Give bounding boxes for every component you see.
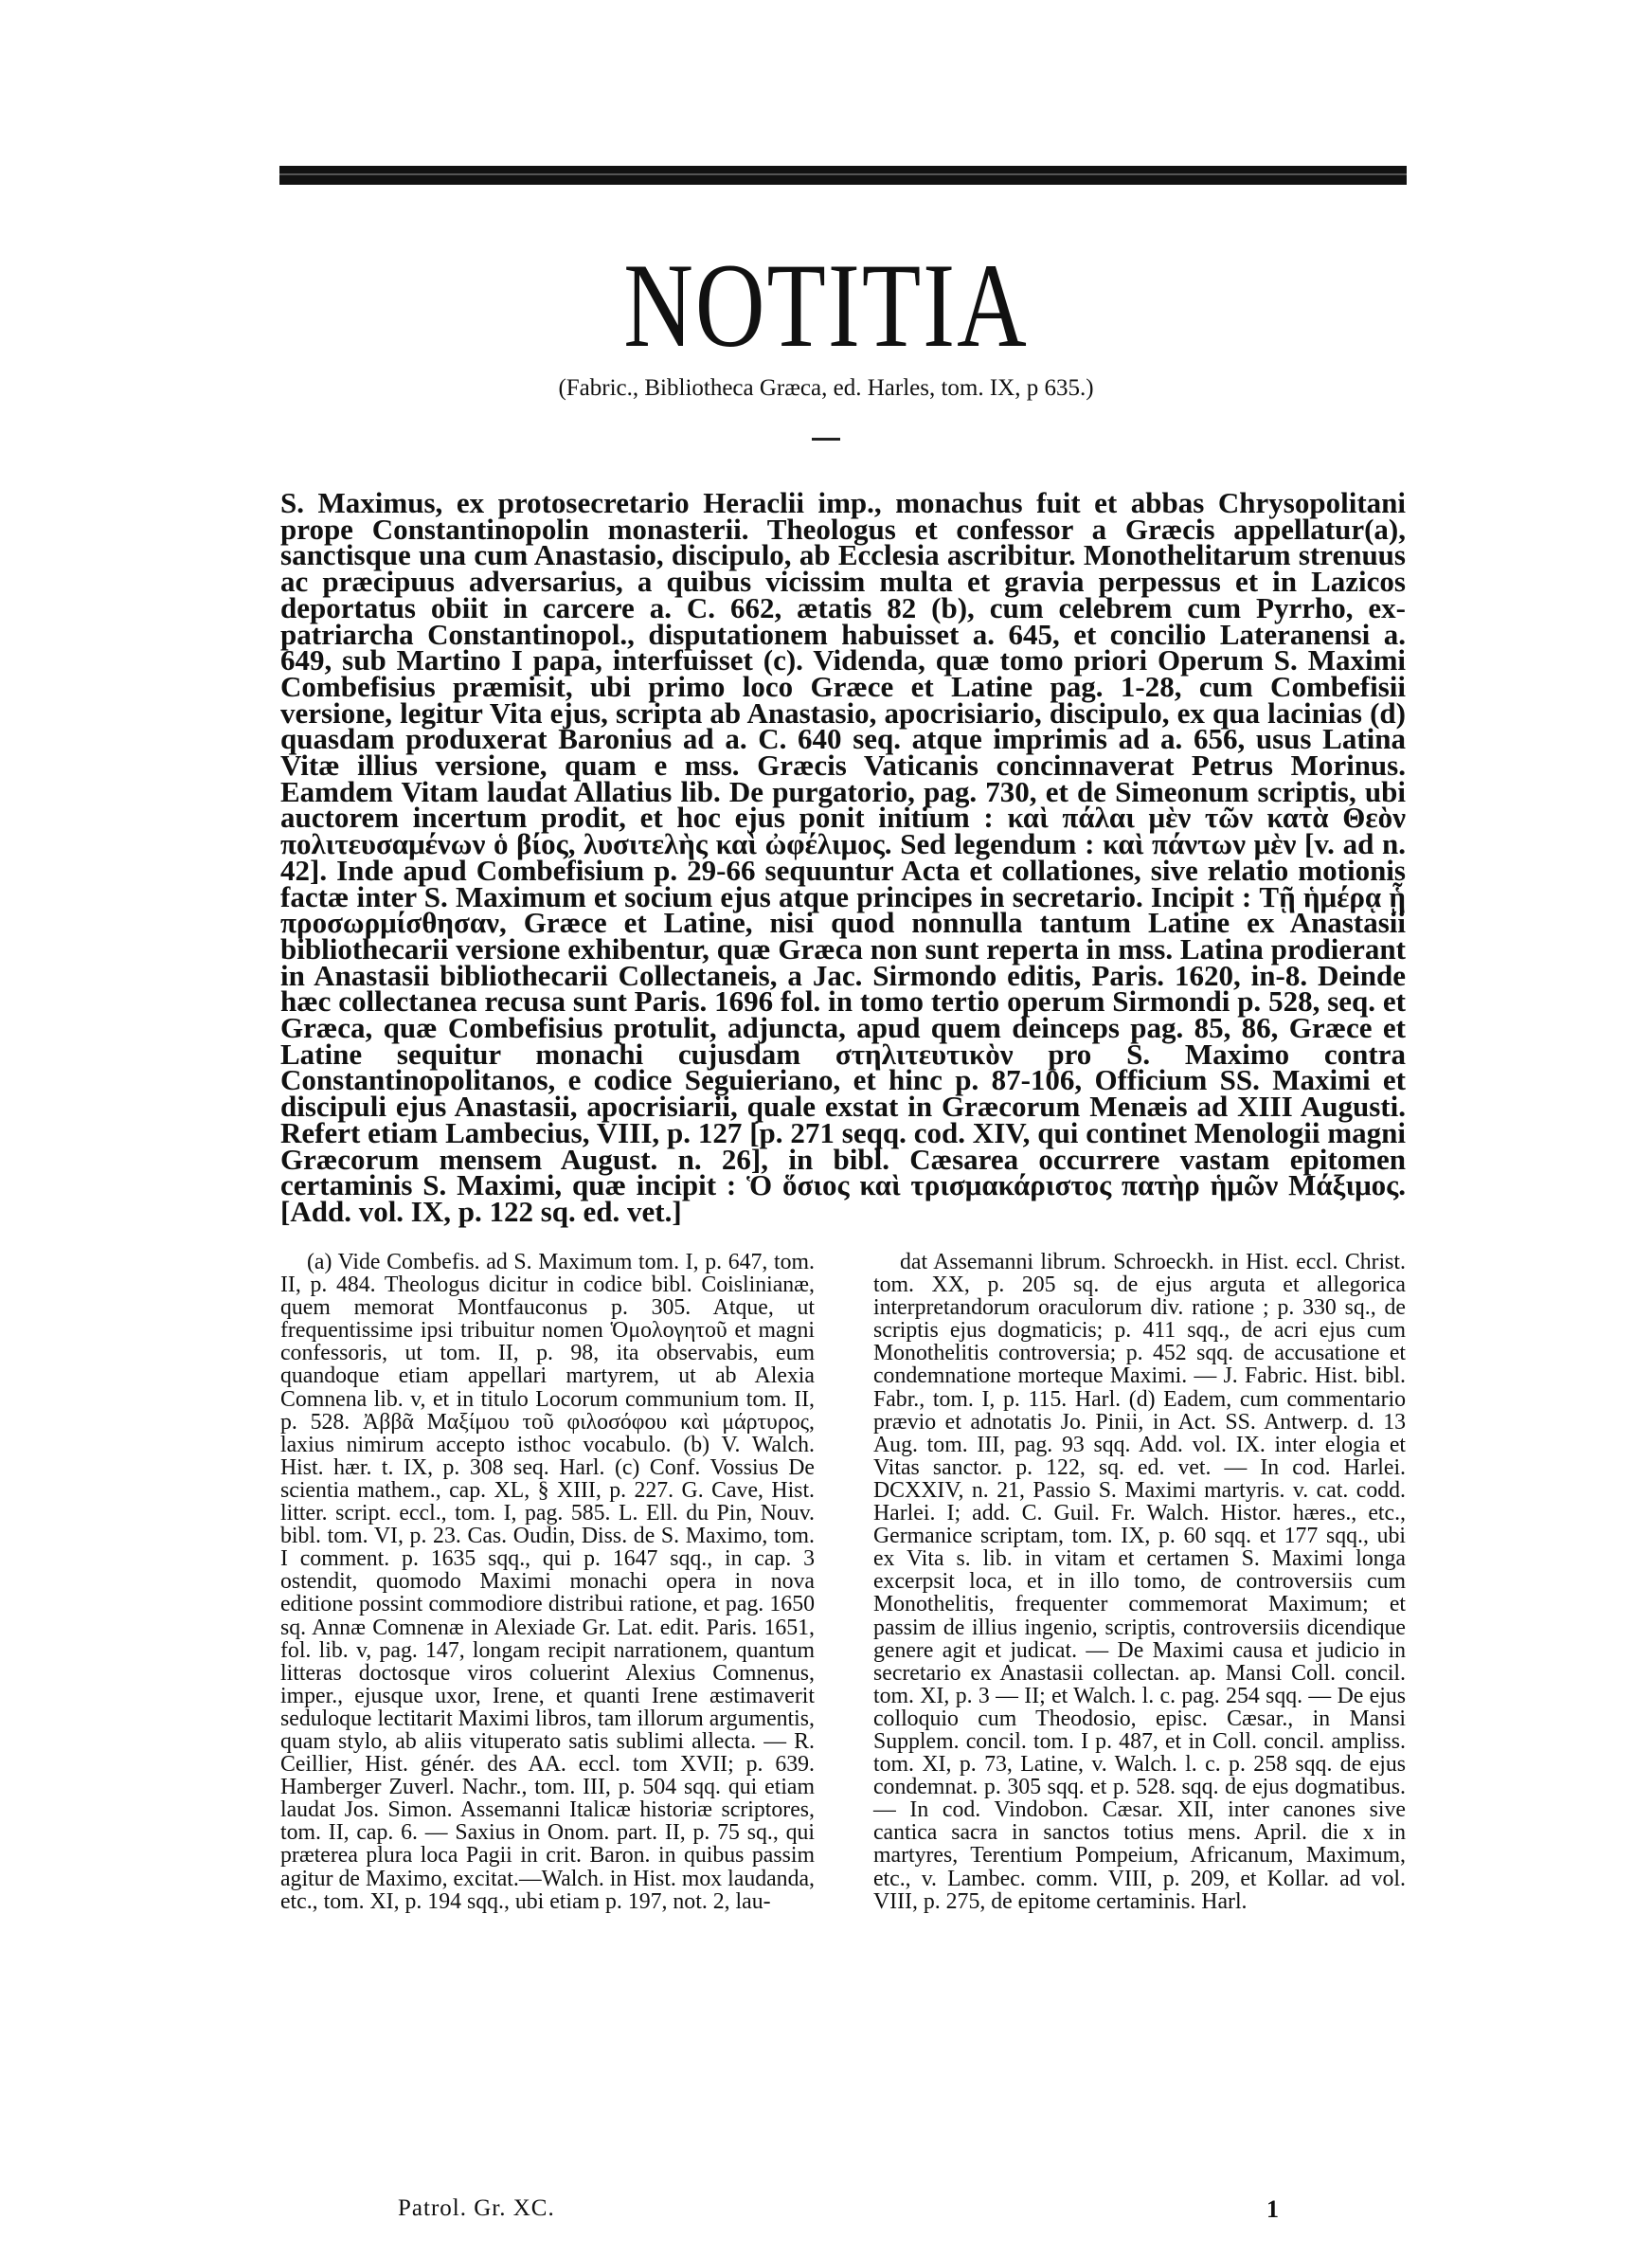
signature-mark: Patrol. Gr. XC.	[398, 2195, 555, 2221]
footnotes-right-column	[873, 1251, 1406, 1913]
page-title: NOTITIA	[623, 239, 1029, 373]
footnotes-right-text: dat Assemanni librum. Schroeckh. in Hist. eccl. Christ. tom. XX, p. 205 sq. de ejus arguta et allegorica interpretandorum oraculorum div. ratione ; p. 330 sq., de scriptis ejus dogmaticis; p. 411 sqq., de acri ejus cum Monothelitis controversia; p. 452 sqq. de accusatione et condemnatione morteque Maximi. — J. Fabric. Hist. bibl. Fabr., tom. I, p. 115. Harl. (d) Eadem, cum commentario prævio et adnotatis Jo. Pinii, in Act. SS. Antwerp. d. 13 Aug. tom. III, pag. 93 sqq. Add. vol. IX. inter elogia et Vitas sanctor. p. 122, sq. ed. vet. — In cod. Harlei. DCXXIV, n. 21, Passio S. Maximi martyris. v. cat. codd. Harlei. I; add. C. Guil. Fr. Walch. Histor. hæres., etc., Germanice scriptam, tom. IX, p. 60 sqq. et 177 sqq., ubi ex Vita s. lib. in vitam et certamen S. Maximi longa excerpsit loca, et in illo tomo, de controversiis cum Monothelitis, frequenter commemorat Maximum; et passim de illius ingenio, scriptis, controversiis dicendique genere agit et judicat. — De Maximi causa et judicio in secretario ex Anastasii collectan. ap. Mansi Coll. concil. tom. XI, p. 3 — II; et Walch. l. c. pag. 254 sqq. — De ejus colloquio cum Theodosio, episc. Cæsar., in Mansi Supplem. concil. tom. I p. 487, et in Coll. concil. ampliss. tom. XI, p. 73, Latine, v. Walch. l. c. p. 258 sqq. de ejus condemnat. p. 305 sqq. et p. 528. sqq. de ejus dogmatibus. — In cod. Vindobon. Cæsar. XII, inter canones sive cantica sacra in sanctos totius mens. April. die x in martyres, Terentium Pompeium, Africanum, Maximum, etc., v. Lambec. comm. VIII, p. 209, et Kollar. ad vol. VIII, p. 275, de epitome certaminis. Harl.	[873, 1250, 1406, 1914]
page-number: 1	[1266, 2195, 1279, 2223]
footnotes-left-text: (a) Vide Combefis. ad S. Maximum tom. I, p. 647, tom. II, p. 484. Theologus dicitur in codice bibl. Coislinianæ, quem memorat Montfauconus p. 305. Atque, ut frequentissime ipsi tribuitur nomen Ὁμολογητοῦ et magni confessoris, ut tom. II, p. 98, ita observabis, eum quandoque etiam appellari martyrem, ut ab Alexia Comnena lib. v, et in titulo Locorum communium tom. II, p. 528. Ἀββᾶ Μαξίμου τοῦ φιλοσόφου καὶ μάρτυρος, laxius nimirum accepto isthoc vocabulo. (b) V. Walch. Hist. hær. t. IX, p. 308 seq. Harl. (c) Conf. Vossius De scientia mathem., cap. XL, § XIII, p. 227. G. Cave, Hist. litter. script. eccl., tom. I, pag. 585. L. Ell. du Pin, Nouv. bibl. tom. VI, p. 23. Cas. Oudin, Diss. de S. Maximo, tom. I comment. p. 1635 sqq., qui p. 1647 sqq., in cap. 3 ostendit, quomodo Maximi monachi opera in nova editione possint commodiore distribui ratione, et pag. 1650 sq. Annæ Comnenæ in Alexiade Gr. Lat. edit. Paris. 1651, fol. lib. v, pag. 147, longam recipit narrationem, quantum litteras doctosque viros coluerint Alexius Comnenus, imper., ejusque uxor, Irene, et quanti Irene æstimaverit seduloque lectitarit Maximi libros, tam illorum argumentis, quam stylo, ab aliis vituperato satis sublimi allecta. — R. Ceillier, Hist. génér. des AA. eccl. tom XVII; p. 639. Hamberger Zuverl. Nachr., tom. III, p. 504 sqq. qui etiam laudat Jos. Simon. Assemanni Italicæ historiæ scriptores, tom. II, cap. 6. — Saxius in Onom. part. II, p. 75 sq., qui præterea plura loca Pagii in crit. Baron. in quibus passim agitur de Maximo, excitat.—Walch. in Hist. mox laudanda, etc., tom. XI, p. 194 sqq., ubi etiam p. 197, not. 2, lau-	[280, 1250, 815, 1914]
header-rule	[279, 166, 1407, 185]
source-citation: (Fabric., Bibliotheca Græca, ed. Harles, tom. IX, p 635.)	[558, 375, 1094, 401]
main-paragraph: S. Maximus, ex protosecretario Heraclii imp., monachus fuit et abbas Chrysopolitani prope Constantinopolin monasterii. Theologus et confessor a Græcis appellatur(a), sanctisque una cum Anastasio, discipulo, ab Ecclesia ascribitur. Monothelitarum strenuus ac præcipuus adversarius, a quibus vicissim multa et gravia perpessus et in Lazicos deportatus obiit in carcere a. C. 662, ætatis 82 (b), cum celebrem cum Pyrrho, ex-patriarcha Constantinopol., disputationem habuisset a. 645, et concilio Lateranensi a. 649, sub Martino I papa, interfuisset (c). Videnda, quæ tomo priori Operum S. Maximi Combefisius præmisit, ubi primo loco Græce et Latine pag. 1-28, cum Combefisii versione, legitur Vita ejus, scripta ab Anastasio, apocrisiario, discipulo, ex qua lacinias (d) quasdam produxerat Baronius ad a. C. 640 seq. atque imprimis ad a. 656, usus Latina Vitæ illius versione, quam e mss. Græcis Vaticanis concinnaverat Petrus Morinus. Eamdem Vitam laudat Allatius lib. De purgatorio, pag. 730, et de Simeonum scriptis, ubi auctorem incertum prodit, et hoc ejus ponit initium : καὶ πάλαι μὲν τῶν κατὰ Θεὸν πολιτευσαμένων ὁ βίος, λυσιτελὴς καὶ ὠφέλιμος. Sed legendum : καὶ πάντων μὲν [v. ad n. 42]. Inde apud Combefisium p. 29-66 sequuntur Acta et collationes, sive relatio motionis factæ inter S. Maximum et socium ejus atque principes in secretario. Incipit : Τῇ ἡμέρᾳ ᾗ προσωρμίσθησαν, Græce et Latine, nisi quod nonnulla tantum Latine ex Anastasii bibliothecarii versione exhibentur, quæ Græca non sunt reperta in mss. Latina prodierant in Anastasii bibliothecarii Collectaneis, a Jac. Sirmondo editis, Paris. 1620, in-8. Deinde hæc collectanea recusa sunt Paris. 1696 fol. in tomo tertio operum Sirmondi p. 528, seq. et Græca, quæ Combefisius protulit, adjuncta, apud quem deinceps pag. 85, 86, Græce et Latine sequitur monachi cujusdam στηλιτευτικὸν pro S. Maximo contra Constantinopolitanos, e codice Seguieriano, et hinc p. 87-106, Officium SS. Maximi et discipuli ejus Anastasii, apocrisiarii, quale exstat in Græcorum Menæis ad XIII Augusti. Refert etiam Lambecius, VIII, p. 127 [p. 271 seqq. cod. XIV, qui continet Menologii magni Græcorum mensem August. n. 26], in bibl. Cæsarea occurrere vastam epitomen certaminis S. Maximi, quæ incipit : Ὁ ὅσιος καὶ τρισμακάριστος πατὴρ ἡμῶν Μάξιμος. [Add. vol. IX, p. 122 sq. ed. vet.]	[280, 486, 1406, 1228]
main-text-block	[280, 486, 1406, 1228]
footnotes-left-column	[280, 1251, 815, 1913]
separator-dash	[812, 438, 840, 441]
